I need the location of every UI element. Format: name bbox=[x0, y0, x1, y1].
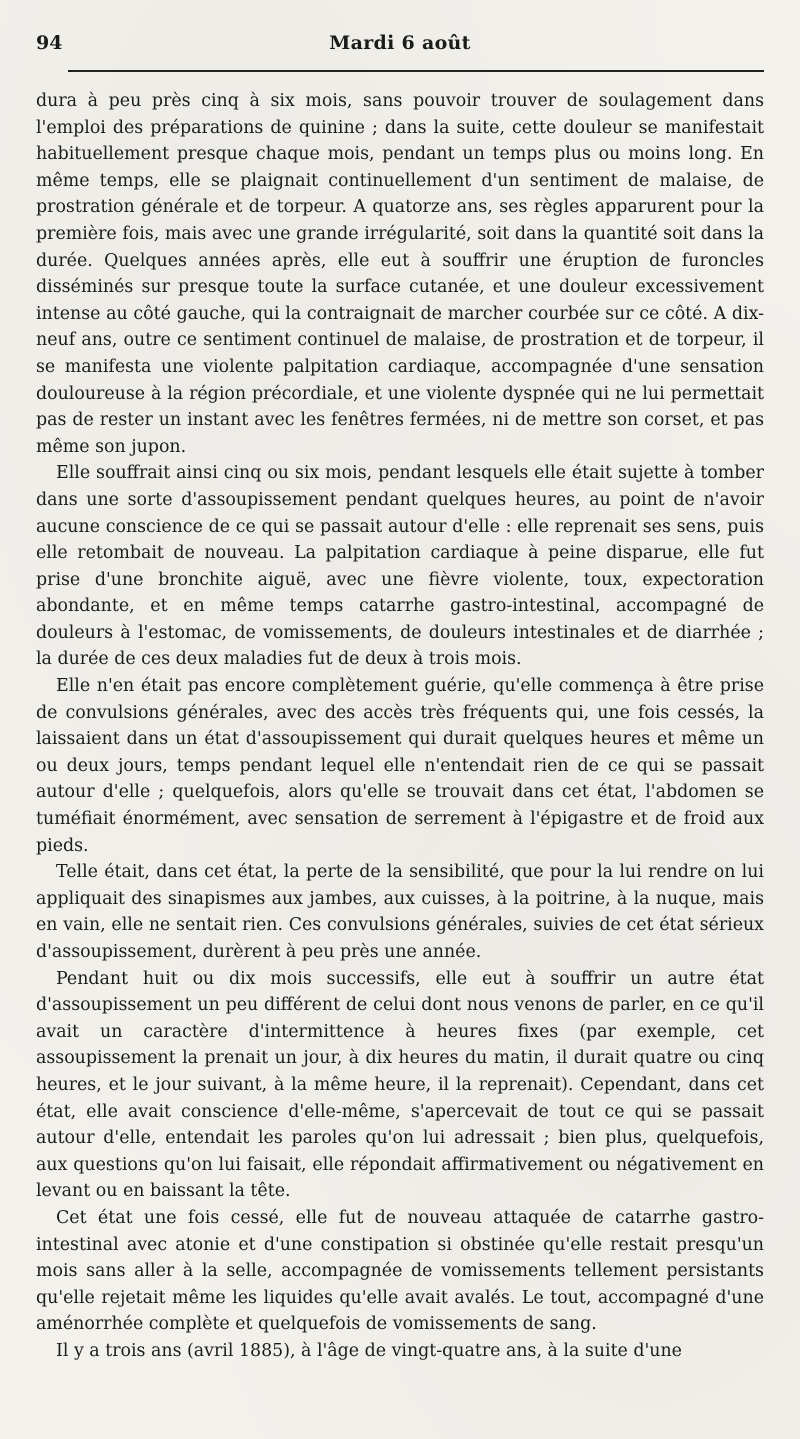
paragraph: Telle était, dans cet état, la perte de la sensibilité, que pour la lui rendre on lui appliquait des sinapismes aux jambes, aux cuisses, à la poitrine, à la nuque, mais en vain, elle ne sentait rien. Ces convulsions générales, suivies de cet état sérieux d'assoupissement, durèrent à peu près une année. bbox=[36, 862, 764, 962]
header-rule bbox=[68, 70, 764, 72]
page-number: 94 bbox=[36, 32, 63, 54]
running-title: Mardi 6 août bbox=[329, 32, 471, 54]
paragraph: Il y a trois ans (avril 1885), à l'âge de vingt-quatre ans, à la suite d'une bbox=[56, 1340, 682, 1361]
paragraph: dura à peu près cinq à six mois, sans pouvoir trouver de soulagement dans l'emploi des préparations de quinine ; dans la suite, cette douleur se manifestait habituellement presque chaque mois, pendant un temps plus ou moins long. En même temps, elle se plaignait continuellement d'un sentiment de malaise, de prostration générale et de torpeur. A quatorze ans, ses règles apparurent pour la première fois, mais avec une grande irrégularité, soit dans la quantité soit dans la durée. Quelques années après, elle eut à souffrir une éruption de furoncles disséminés sur presque toute la surface cutanée, et une douleur excessivement intense au côté gauche, qui la contraignait de marcher courbée sur ce côté. A dix-neuf ans, outre ce sentiment continuel de malaise, de prostration et de torpeur, il se manifesta une violente palpitation cardiaque, accompagnée d'une sensation douloureuse à la région précordiale, et une violente dyspnée qui ne lui permettait pas de rester un instant avec les fenêtres fermées, ni de mettre son corset, et pas même son jupon. bbox=[36, 91, 764, 457]
paragraph: Elle n'en était pas encore complètement guérie, qu'elle commença à être prise de convulsions générales, avec des accès très fréquents qui, une fois cessés, la laissaient dans un état d'assoupissement qui durait quelques heures et même un ou deux jours, temps pendant lequel elle n'entendait rien de ce qui se passait autour d'elle ; quelquefois, alors qu'elle se trouvait dans cet état, l'abdomen se tuméfiait énormément, avec sensation de serrement à l'épigastre et de froid aux pieds. bbox=[36, 676, 764, 856]
body-text bbox=[36, 88, 764, 1365]
page-header bbox=[36, 28, 764, 62]
paragraph: Pendant huit ou dix mois successifs, elle eut à souffrir un autre état d'assoupissement un peu différent de celui dont nous venons de parler, en ce qu'il avait un caractère d'intermittence à heures fixes (par exemple, cet assoupissement la prenait un jour, à dix heures du matin, il durait quatre ou cinq heures, et le jour suivant, à la même heure, il la reprenait). Cependant, dans cet état, elle avait conscience d'elle-même, s'apercevait de tout ce qui se passait autour d'elle, entendait les paroles qu'on lui adressait ; bien plus, quelquefois, aux questions qu'on lui faisait, elle répondait affirmativement ou négativement en levant ou en baissant la tête. bbox=[36, 968, 764, 1202]
paragraph: Cet état une fois cessé, elle fut de nouveau attaquée de catarrhe gastro-intestinal avec atonie et d'une constipation si obstinée qu'elle restait presqu'un mois sans aller à la selle, accompagnée de vomissements tellement persistants qu'elle rejetait même les liquides qu'elle avait avalés. Le tout, accompagné d'une aménorrhée complète et quelquefois de vomissements de sang. bbox=[36, 1207, 764, 1335]
paragraph: Elle souffrait ainsi cinq ou six mois, pendant lesquels elle était sujette à tomber dans une sorte d'assoupissement pendant quelques heures, au point de n'avoir aucune conscience de ce qui se passait autour d'elle : elle reprenait ses sens, puis elle retombait de nouveau. La palpitation cardiaque à peine disparue, elle fut prise d'une bronchite aiguë, avec une fièvre violente, toux, expectoration abondante, et en même temps catarrhe gastro-intestinal, accompagné de douleurs à l'estomac, de vomissements, de douleurs intestinales et de diarrhée ; la durée de ces deux maladies fut de deux à trois mois. bbox=[36, 463, 764, 670]
